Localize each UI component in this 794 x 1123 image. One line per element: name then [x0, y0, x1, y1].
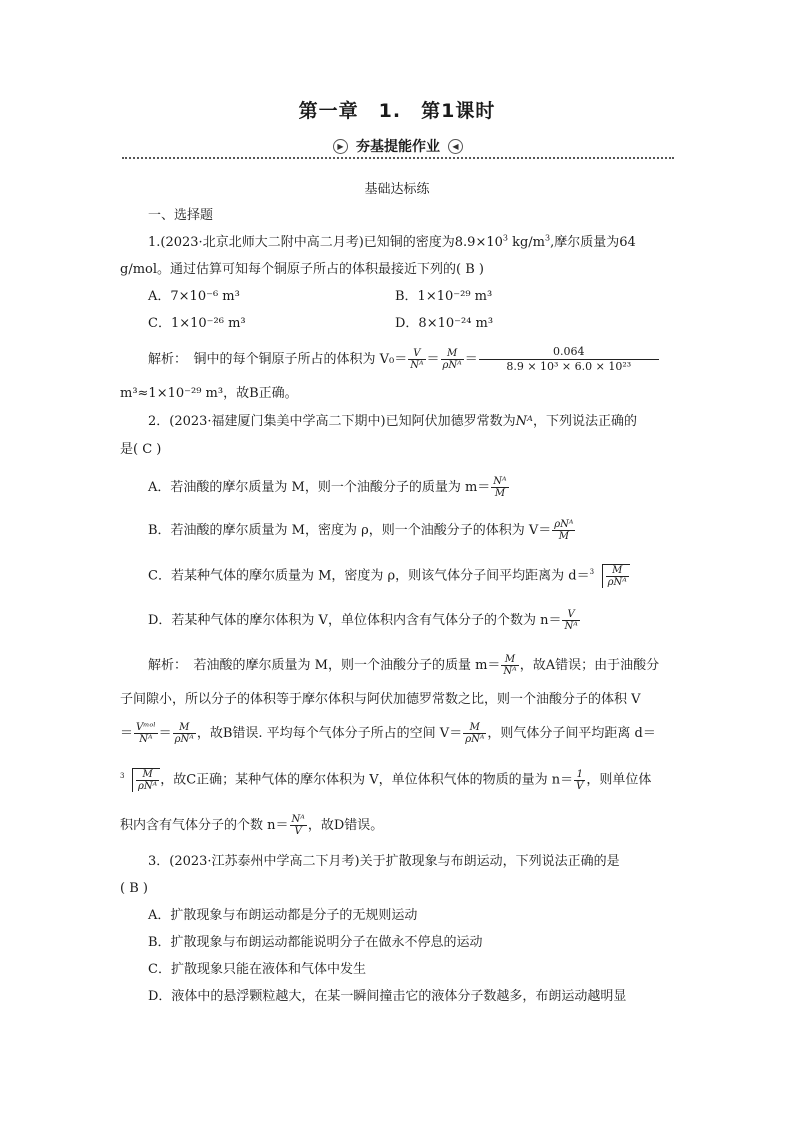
q1-solution-line1: 解析： 铜中的每个铜原子所占的体积为 V₀＝ $\frac{V}{\text{Nᴬ}}$ ＝ $\frac{M}{\text{ρNᴬ}}$ ＝ $\frac{0.064}{\text{8.9 × 10³ × 6.0 × 10²³}}$ [148, 345, 660, 374]
right-arrow-icon: ▶ [333, 139, 348, 154]
q2-solution-line3: ＝ $\frac{\text{Vᵐᵒˡ}}{\text{Nᴬ}}$ ＝ $\frac{M}{\text{ρNᴬ}}$ ，故B错误. 平均每个气体分子所占的空间 V＝ $\frac{M}{\text{ρNᴬ}}$ ，则气体分子间平均距离 d＝ [120, 722, 656, 745]
fraction: $\frac{V}{\text{Nᴬ}}$ [410, 348, 424, 371]
q2-stem-line2: 是( C ) [120, 442, 162, 457]
fraction: $\frac{V}{\text{Nᴬ}}$ [564, 609, 578, 632]
q3-stem-line1: 3．(2023·江苏泰州中学高二下月考)关于扩散现象与布朗运动，下列说法正确的是 [148, 854, 620, 869]
q1-solution-line2: m³≈1×10⁻²⁹ m³，故B正确。 [120, 386, 298, 401]
section-banner [122, 134, 674, 160]
dotted-divider [122, 157, 674, 159]
q2-option-a: A．若油酸的摩尔质量为 M，则一个油酸分子的质量为 m＝ $\frac{\text{Nᴬ}}{M}$ [148, 476, 507, 499]
fraction: $\frac{0.064}{\text{8.9 × 10³ × 6.0 × 10²³}}$ [479, 345, 659, 374]
q2-stem-line1: 2．(2023·福建厦门集美中学高二下期中)已知阿伏加德罗常数为Nᴬ，下列说法正确的 [148, 414, 637, 429]
q2-option-c: C．若某种气体的摩尔质量为 M，密度为 ρ，则该气体分子间平均距离为 d＝ 3 $\frac{M}{\text{ρNᴬ}}$ [148, 564, 630, 588]
cube-root: 3 $\frac{M}{\text{ρNᴬ}}$ [120, 768, 160, 792]
fraction: $\frac{\text{ρNᴬ}}{M}$ [554, 519, 574, 542]
q3-stem-line2: ( B ) [120, 881, 148, 896]
fraction: $\frac{\text{Nᴬ}}{M}$ [493, 476, 507, 499]
q1-option-a: A．7×10⁻⁶ m³ [148, 289, 240, 304]
q2-solution-line2: 子间隙小，所以分子的体积等于摩尔体积与阿伏加德罗常数之比，则一个油酸分子的体积 V [120, 692, 641, 707]
q1-option-d: D．8×10⁻²⁴ m³ [395, 316, 494, 331]
fraction: $\frac{M}{\text{ρNᴬ}}$ [174, 722, 194, 745]
fraction: $\frac{1}{V}$ [576, 768, 584, 792]
q2-solution-line4: 3 $\frac{M}{\text{ρNᴬ}}$ ，故C正确；某种气体的摩尔体积为 V，单位体积气体的物质的量为 n＝ $\frac{1}{V}$ ，则单位体 [120, 768, 652, 792]
left-arrow-icon: ◀ [448, 139, 463, 154]
page-title: 第一章 1. 第1课时 [298, 100, 496, 122]
fraction: $\frac{M}{\text{ρNᴬ}}$ [138, 769, 158, 792]
fraction: $\frac{M}{\text{ρNᴬ}}$ [607, 565, 627, 588]
q1-option-b: B．1×10⁻²⁹ m³ [395, 289, 493, 304]
q1-option-c: C．1×10⁻²⁶ m³ [148, 316, 246, 331]
fraction: $\frac{\text{Nᴬ}}{V}$ [291, 814, 305, 837]
fraction: $\frac{M}{\text{ρNᴬ}}$ [465, 722, 485, 745]
q3-option-a: A．扩散现象与布朗运动都是分子的无规则运动 [148, 908, 418, 923]
q3-option-b: B．扩散现象与布朗运动都能说明分子在做永不停息的运动 [148, 935, 483, 950]
q2-option-b: B．若油酸的摩尔质量为 M，密度为 ρ，则一个油酸分子的体积为 V＝ $\frac{\text{ρNᴬ}}{M}$ [148, 519, 574, 542]
q1-stem-line1: 1.(2023·北京北师大二附中高二月考)已知铜的密度为$8.9\times 10^3$ $kg/m^3$,摩尔质量为64 [148, 233, 636, 250]
banner-label [325, 136, 471, 156]
q2-option-d: D．若某种气体的摩尔体积为 V，单位体积内含有气体分子的个数为 n＝ $\frac{V}{\text{Nᴬ}}$ [148, 609, 578, 632]
q2-solution-line5: 积内含有气体分子的个数 n＝ $\frac{\text{Nᴬ}}{V}$ ，故D错误。 [120, 814, 384, 837]
fraction: $\frac{M}{\text{ρNᴬ}}$ [442, 348, 462, 371]
q3-option-c: C．扩散现象只能在液体和气体中发生 [148, 962, 366, 977]
section-title: 基础达标练 [364, 182, 430, 197]
cube-root: 3 $\frac{M}{\text{ρNᴬ}}$ [590, 564, 630, 588]
q3-option-d: D．液体中的悬浮颗粒越大，在某一瞬间撞击它的液体分子数越多，布朗运动越明显 [148, 989, 627, 1004]
fraction: $\frac{M}{\text{Nᴬ}}$ [503, 654, 517, 677]
q2-solution-line1: 解析： 若油酸的摩尔质量为 M，则一个油酸分子的质量 m＝ $\frac{M}{\text{Nᴬ}}$ ，故A错误；由于油酸分 [148, 654, 660, 677]
q1-stem-line2: g/mol。通过估算可知每个铜原子所占的体积最接近下列的( B ) [120, 262, 484, 277]
section-subtitle: 一、选择题 [148, 208, 214, 223]
banner-text: 夯基提能作业 [356, 139, 440, 155]
fraction: $\frac{\text{Vᵐᵒˡ}}{\text{Nᴬ}}$ [136, 722, 156, 745]
